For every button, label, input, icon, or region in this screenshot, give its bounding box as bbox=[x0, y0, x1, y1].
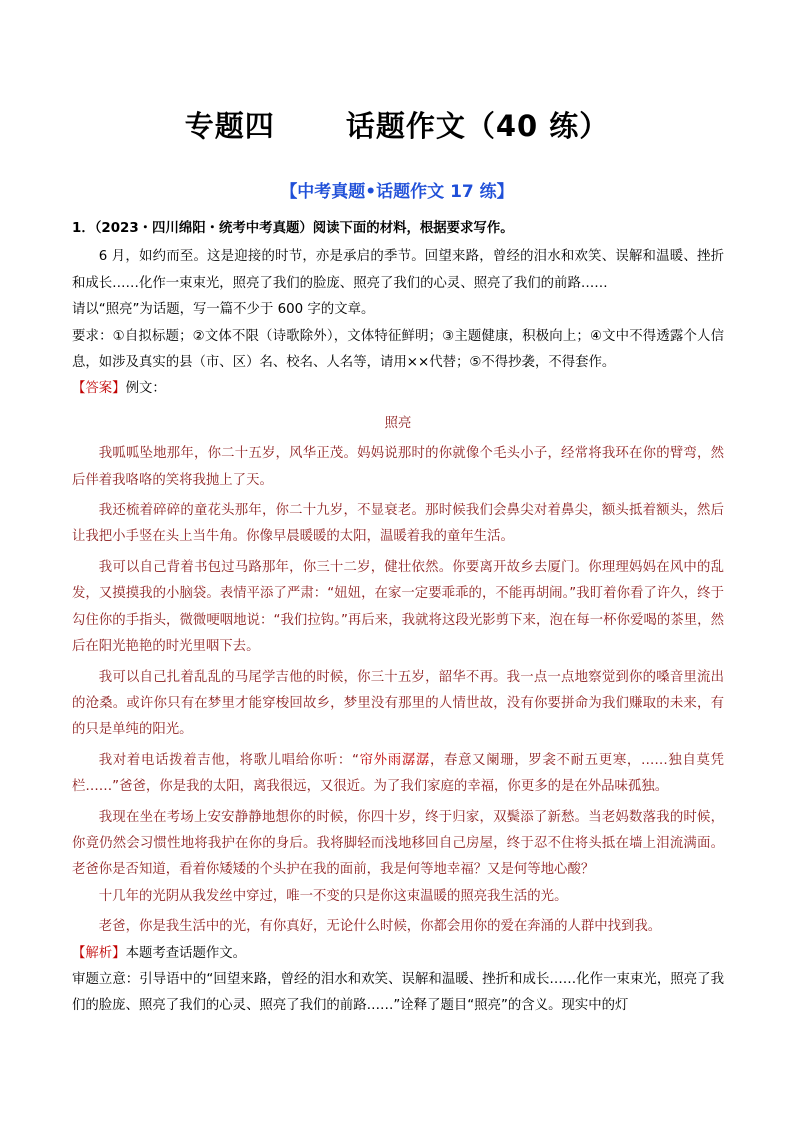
essay-paragraph-1: 我呱呱坠地那年，你二十五岁，风华正茂。妈妈说那时的你就像个毛头小子，经常将我环在你的臂弯，然后伴着我咯咯的笑将我抛上了天。 bbox=[72, 446, 724, 488]
answer-line bbox=[72, 376, 724, 402]
answer-tag: 【答案】 bbox=[72, 381, 126, 397]
question-instruction: 请以“照亮”为话题，写一篇不少于 600 字的文章。 bbox=[72, 302, 375, 318]
essay-paragraph-5 bbox=[72, 748, 724, 801]
analysis-tag: 【解析】 bbox=[72, 945, 126, 961]
essay-paragraph-5-end: ，春意又阑珊，罗衾不耐五更寒，……独自莫凭栏……”爸爸，你是我的太阳，离我很远，又很近。为了我们家庭的幸福，你更多的是在外品味孤独。 bbox=[72, 752, 725, 795]
document-content bbox=[72, 216, 724, 1020]
essay-paragraph-4: 我可以自己扎着乱乱的马尾学吉他的时候，你三十五岁，韶华不再。我一点一点地察觉到你的嗓音里流出的沧桑。或许你只有在梦里才能穿梭回故乡，梦里没有那里的人情世故，没有你要拼命为我们赚取的未来，有的只是单纯的阳光。 bbox=[72, 669, 724, 738]
analysis-text: 本题考查话题作文。 bbox=[125, 945, 247, 961]
question-material: 6 月，如约而至。这是迎接的时节，亦是承启的季节。回望来路，曾经的泪水和欢笑、误解和温暖、挫折和成长……化作一束束光，照亮了我们的脸庞、照亮了我们的心灵、照亮了我们的前路…… bbox=[72, 249, 724, 291]
essay-paragraph-5-start: 我对着电话拨着吉他，将歌儿唱给你听：“ bbox=[98, 752, 359, 768]
analysis-detail: 审题立意：引导语中的“回望来路，曾经的泪水和欢笑、误解和温暖、挫折和成长……化作一束束光，照亮了我们的脸庞、照亮了我们的心灵、照亮了我们的前路……”诠释了题目“照亮”的含义。现实中的灯 bbox=[72, 971, 724, 1014]
essay-paragraph-3: 我可以自己背着书包过马路那年，你三十二岁，健壮依然。你要离开故乡去厦门。你理理妈妈在风中的乱发，又摸摸我的小脑袋。表情平添了严肃：“妞妞，在家一定要乖乖的，不能再胡闹。”我盯着你看了许久，终于勾住你的手指头，微微哽咽地说：“我们拉钩。”再后来，我就将这段光影剪下来，泡在每一杯你爱喝的茶里，然后在阳光艳艳的时光里咽下去。 bbox=[72, 559, 724, 655]
answer-label: 例文： bbox=[125, 381, 166, 397]
question-requirements: 要求：①自拟标题；②文体不限（诗歌除外），文体特征鲜明；③主题健康，积极向上；④文中不得透露个人信息，如涉及真实的县（市、区）名、校名、人名等，请用××代替；⑤不得抄袭，不得套作。 bbox=[72, 328, 724, 371]
essay-poem-quote: 帘外雨潺潺 bbox=[358, 752, 430, 768]
essay-paragraph-6: 我现在坐在考场上安安静静地想你的时候，你四十岁，终于归家，双鬓添了新愁。当老妈数落我的时候，你竟仍然会习惯性地将我护在你的身后。我将脚轻而浅地移回自己房屋，终于忍不住将头抵在墙上泪流满面。老爸你是否知道，看着你矮矮的个头护在我的面前，我是何等地幸福？又是何等地心酸？ bbox=[72, 809, 724, 878]
analysis-line bbox=[72, 941, 724, 967]
essay-paragraph-2: 我还梳着碎碎的童花头那年，你二十九岁，不显衰老。那时候我们会鼻尖对着鼻尖，额头抵着额头，然后让我把小手竖在头上当牛角。你像早晨暖暖的太阳，温暖着我的童年生活。 bbox=[72, 503, 724, 545]
essay-title: 照亮 bbox=[384, 415, 412, 431]
section-subtitle: 【中考真题•话题作文 17 练】 bbox=[280, 182, 514, 202]
essay-paragraph-8: 老爸，你是我生活中的光，有你真好，无论什么时候，你都会用你的爱在奔涌的人群中找到我。 bbox=[98, 919, 662, 935]
question-heading: 1．（2023・四川绵阳・统考中考真题）阅读下面的材料，根据要求写作。 bbox=[72, 221, 514, 236]
page-title: 专题四 话题作文（40 练） bbox=[184, 109, 610, 143]
essay-paragraph-7: 十几年的光阴从我发丝中穿过，唯一不变的只是你这束温暖的照亮我生活的光。 bbox=[98, 888, 568, 904]
